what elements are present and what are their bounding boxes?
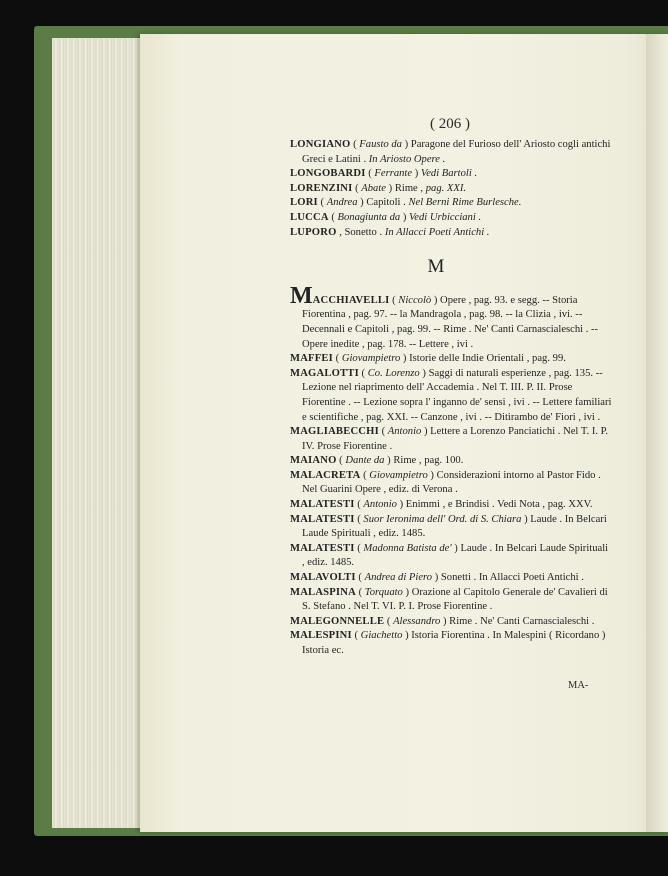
entry-reference: In Ariosto Opere .	[368, 153, 446, 165]
entry-qualifier: Torquato	[364, 586, 403, 598]
entry-text: Enimmi , e Brindisi . Vedi Nota , pag. XXV.	[405, 499, 593, 511]
entry-name: MALATESTI	[290, 542, 355, 554]
entry-reference: Vedi Urbicciani .	[409, 211, 482, 223]
entry-text: Lettere a Lorenzo Panciatichi . Nel T. I. P. IV. Prose Fiorentine .	[302, 426, 609, 452]
index-entry: MALACRETA ( Giovampietro ) Considerazioni intorno al Pastor Fido . Nel Guarini Opere , ediz. di Verona .	[290, 469, 601, 496]
entry-text: Laude . In Belcari Laude Spirituali , ediz. 1485.	[302, 542, 609, 569]
index-entry: MAFFEI ( Giovampietro ) Istorie delle Indie Orientali , pag. 99.	[290, 353, 566, 365]
index-entry: MALASPINA ( Torquato ) Orazione al Capitolo Generale de' Cavalieri di S. Stefano . Nel T. VI. P. I. Prose Fiorentine .	[290, 586, 608, 613]
entry-text: Istoria Fiorentina . In Malespini ( Ricordano ) Istoria ec.	[302, 630, 606, 656]
catchword: MA-	[568, 680, 589, 691]
entries-m-group	[290, 282, 612, 659]
index-entries	[290, 138, 612, 659]
index-entry: LONGIANO ( Fausto da ) Paragone del Furioso dell' Ariosto cogli antichi Greci e Latini . In Ariosto Opere .	[290, 139, 611, 165]
index-entry: MALATESTI ( Madonna Batista de' ) Laude . In Belcari Laude Spirituali , ediz. 1485.	[290, 542, 609, 569]
entry-qualifier: Bonagiunta da	[337, 211, 401, 223]
entry-reference: Vedi Bartoli .	[420, 168, 478, 180]
index-entry: MAGALOTTI ( Co. Lorenzo ) Saggi di naturali esperienze , pag. 135. -- Lezione nel riaprimento dell' Accademia . Nel T. III. P. II. Prose Fiorentine . -- Lezione sopra l' inganno de' sensi , ivi . -- Lettere familiari e scientifiche , pag. XXI. -- Canzone , ivi . -- Ditirambo de' Fiori , ivi .	[290, 367, 612, 423]
entry-text: Capitoli .	[366, 197, 409, 209]
entry-text: Considerazioni intorno al Pastor Fido . Nel Guarini Opere , ediz. di Verona .	[302, 469, 601, 496]
entry-name: LORI	[290, 197, 318, 209]
entry-qualifier: Andrea di Piero	[364, 572, 433, 584]
facing-page-edge	[646, 34, 668, 832]
entry-text: Sonetti . In Allacci Poeti Antichi .	[440, 572, 584, 584]
entry-qualifier: Niccolò	[398, 294, 432, 306]
entry-name: MALATESTI	[290, 499, 355, 511]
entry-reference: Nel Berni Rime Burlesche.	[408, 197, 522, 209]
index-entry: LONGOBARDI ( Ferrante ) Vedi Bartoli .	[290, 168, 478, 180]
section-letter-m: M	[427, 256, 445, 278]
entry-qualifier: Antonio	[363, 499, 397, 511]
entry-qualifier: Madonna Batista de'	[363, 542, 452, 554]
entry-qualifier: Suor Ieronima dell' Ord. di S. Chiara	[363, 513, 522, 525]
entry-name: MALAVOLTI	[290, 572, 356, 584]
index-entry: MALATESTI ( Suor Ieronima dell' Ord. di S. Chiara ) Laude . In Belcari Laude Spirituali , ediz. 1485.	[290, 513, 607, 540]
entries-l-group	[290, 138, 612, 240]
entry-name: MALACRETA	[290, 469, 361, 481]
entry-qualifier: Antonio	[387, 426, 422, 438]
entry-name: MALATESTI	[290, 513, 355, 525]
entry-name: MALEGONNELLE	[290, 615, 385, 627]
entry-text: Rime . Ne' Canti Carnascialeschi .	[449, 615, 595, 627]
entry-text: Istorie delle Indie Orientali , pag. 99.	[409, 353, 566, 365]
index-entry: MAGLIABECCHI ( Antonio ) Lettere a Lorenzo Panciatichi . Nel T. I. P. IV. Prose Fiorentine .	[290, 426, 609, 452]
page-edges	[52, 38, 149, 828]
entry-name: LORENZINI	[290, 182, 353, 194]
entry-qualifier: Abate	[361, 182, 386, 194]
entry-reference: pag. XXI.	[425, 182, 467, 194]
index-entry: MALAVOLTI ( Andrea di Piero ) Sonetti . In Allacci Poeti Antichi .	[290, 572, 584, 584]
entry-name: MAIANO	[290, 455, 337, 467]
entry-qualifier: Alessandro	[393, 615, 441, 627]
entry-name: LUPORO	[290, 226, 337, 238]
entry-name: LUCCA	[290, 211, 329, 223]
entry-qualifier: Dante da	[345, 455, 385, 467]
entry-qualifier: Co. Lorenzo	[367, 367, 420, 379]
entry-qualifier: Fausto da	[359, 139, 402, 150]
entry-text: Opere , pag. 93. e segg. -- Storia Fiorentina , pag. 97. -- la Mandragola , pag. 98. -- la Clizia , ivi. -- Decennali e Capitoli , pag. 99. -- Rime . Ne' Canti Carnascialeschi . -- Opere inedite , pag. 178. -- Lettere , ivi .	[302, 294, 599, 350]
index-entry: MACCHIAVELLI ( Niccolò ) Opere , pag. 93. e segg. -- Storia Fiorentina , pag. 97. -- la Mandragola , pag. 98. -- la Clizia , ivi. -- Decennali e Capitoli , pag. 99. -- Rime . Ne' Canti Carnascialeschi . -- Opere inedite , pag. 178. -- Lettere , ivi .	[290, 282, 599, 350]
index-entry: LORI ( Andrea ) Capitoli . Nel Berni Rime Burlesche.	[290, 197, 522, 209]
entry-reference: In Allacci Poeti Antichi .	[384, 226, 490, 238]
index-entry: MALEGONNELLE ( Alessandro ) Rime . Ne' Canti Carnascialeschi .	[290, 615, 595, 627]
entry-text: Paragone del Furioso dell' Ariosto cogli antichi Greci e Latini .	[302, 139, 611, 165]
entry-name: MALASPINA	[290, 586, 356, 598]
entry-name: MAGALOTTI	[290, 367, 359, 379]
entry-name: LONGIANO	[290, 139, 351, 150]
entry-name: MAFFEI	[290, 353, 333, 365]
entry-qualifier: Andrea	[326, 197, 358, 209]
entry-name: MALESPINI	[290, 630, 352, 642]
page-number: ( 206 )	[430, 116, 470, 132]
index-entry: LUCCA ( Bonagiunta da ) Vedi Urbicciani .	[290, 211, 482, 223]
entry-text: Rime , pag. 100.	[393, 455, 464, 467]
entry-name: MAGLIABECCHI	[290, 426, 379, 438]
index-entry: MALESPINI ( Giachetto ) Istoria Fiorentina . In Malespini ( Ricordano ) Istoria ec.	[290, 630, 606, 656]
entry-text: Saggi di naturali esperienze , pag. 135. -- Lezione nel riaprimento dell' Accademia . Nel T. III. P. II. Prose Fiorentine . -- Lezione sopra l' inganno de' sensi , ivi . -- Lettere familiari e scientifiche , pag. XXI. -- Canzone , ivi . -- Ditirambo de' Fiori , ivi .	[302, 367, 612, 423]
entry-qualifier: Giovampietro	[369, 469, 428, 481]
index-entry: MAIANO ( Dante da ) Rime , pag. 100.	[290, 455, 464, 467]
entry-qualifier: Giachetto	[360, 630, 403, 642]
entry-text: , Sonetto .	[339, 226, 385, 238]
entry-text: Laude . In Belcari Laude Spirituali , ediz. 1485.	[302, 513, 607, 540]
index-entry: LORENZINI ( Abate ) Rime , pag. XXI.	[290, 182, 467, 194]
entry-qualifier: Ferrante	[374, 168, 413, 180]
index-entry	[290, 226, 612, 241]
entry-text: Rime ,	[394, 182, 426, 194]
index-entry: MALATESTI ( Antonio ) Enimmi , e Brindisi . Vedi Nota , pag. XXV.	[290, 499, 593, 511]
entry-name: LONGOBARDI	[290, 168, 366, 180]
entry-text: Orazione al Capitolo Generale de' Cavalieri di S. Stefano . Nel T. VI. P. I. Prose Fiorentine .	[302, 586, 608, 613]
entry-qualifier: Giovampietro	[341, 353, 401, 365]
entry-name: ACCHIAVELLI	[312, 294, 390, 306]
drop-cap: M	[290, 282, 313, 309]
